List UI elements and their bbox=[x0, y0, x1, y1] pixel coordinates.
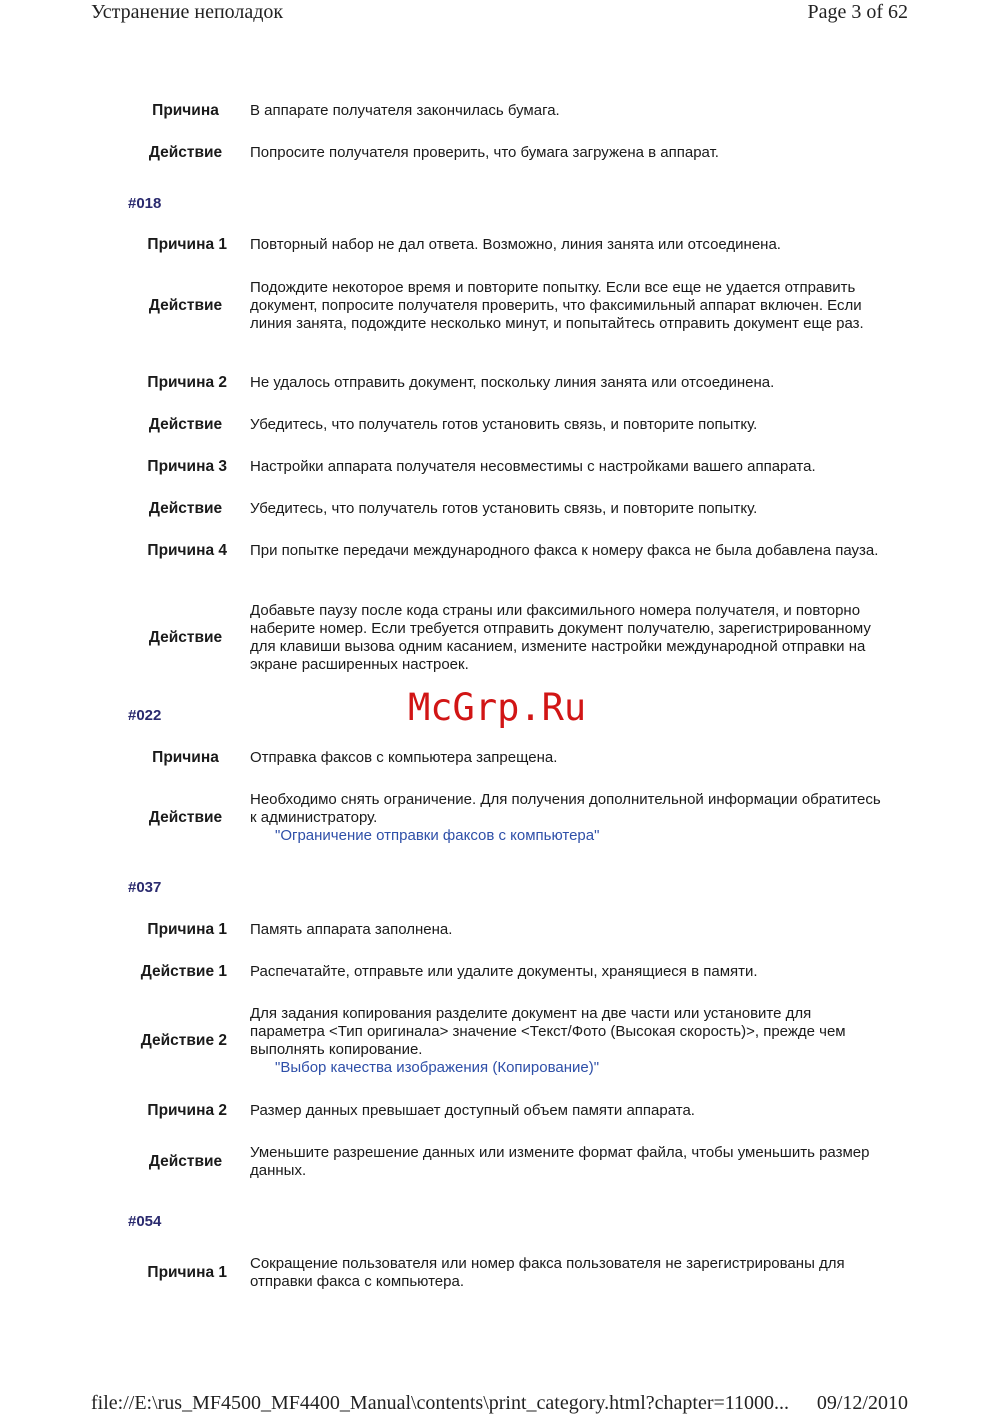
action-row bbox=[0, 500, 1000, 518]
cause-label: Причина 3 bbox=[147, 458, 227, 475]
action-row bbox=[0, 144, 1000, 162]
action-label: Действие bbox=[148, 809, 223, 826]
cause-row bbox=[0, 102, 1000, 120]
page-number: Page 3 of 62 bbox=[807, 1, 908, 23]
action-label: Действие bbox=[148, 144, 223, 161]
action-row bbox=[0, 416, 1000, 434]
error-code-022: #022 bbox=[128, 707, 162, 724]
cause-text: Память аппарата заполнена. bbox=[250, 921, 453, 938]
cause-text: Настройки аппарата получателя несовместимы с настройками вашего аппарата. bbox=[250, 458, 816, 475]
action-text: Убедитесь, что получатель готов установить связь, и повторите попытку. bbox=[250, 416, 758, 433]
cause-text: Повторный набор не дал ответа. Возможно, линия занята или отсоединена. bbox=[250, 236, 781, 253]
cause-label: Причина 1 bbox=[147, 236, 227, 253]
action-row bbox=[0, 963, 1000, 981]
error-code-054: #054 bbox=[128, 1213, 162, 1230]
cause-label: Причина 1 bbox=[147, 921, 227, 938]
file-path: file://E:\rus_MF4500_MF4400_Manual\contents\print_category.html?chapter=11000... bbox=[91, 1392, 790, 1414]
action-label: Действие bbox=[148, 297, 223, 314]
cause-text: В аппарате получателя закончилась бумага. bbox=[250, 102, 560, 119]
page-header bbox=[0, 1, 1000, 27]
cause-row bbox=[0, 1102, 1000, 1120]
header-title: Устранение неполадок bbox=[91, 1, 284, 23]
action-row bbox=[0, 1144, 1000, 1180]
action-row bbox=[0, 602, 1000, 674]
action-label: Действие 1 bbox=[140, 963, 227, 980]
action-text bbox=[250, 791, 890, 845]
cause-row bbox=[0, 236, 1000, 254]
action-label: Действие bbox=[148, 629, 223, 646]
error-code-018: #018 bbox=[128, 195, 162, 212]
cause-label: Причина 1 bbox=[147, 1264, 227, 1281]
action-text: Убедитесь, что получатель готов установить связь, и повторите попытку. bbox=[250, 500, 758, 517]
watermark-logo: McGrp.Ru bbox=[408, 686, 587, 729]
page-footer bbox=[0, 1392, 1000, 1418]
cause-text: Отправка факсов с компьютера запрещена. bbox=[250, 749, 558, 766]
action-description: Необходимо снять ограничение. Для получения дополнительной информации обратитесь к администратору. bbox=[250, 791, 881, 826]
action-description: Для задания копирования разделите документ на две части или установите для параметра <Тип оригинала> значение <Текст/Фото (Высокая скорость)>, прежде чем выполнять копирование. bbox=[250, 1005, 846, 1058]
restriction-link[interactable]: "Ограничение отправки факсов с компьютера" bbox=[275, 827, 600, 844]
cause-text: Сокращение пользователя или номер факса пользователя не зарегистрированы для отправки факса с компьютера. bbox=[250, 1255, 845, 1290]
cause-text: Размер данных превышает доступный объем памяти аппарата. bbox=[250, 1102, 695, 1119]
action-label: Действие bbox=[148, 1153, 223, 1170]
cause-row bbox=[0, 458, 1000, 476]
cause-label: Причина 2 bbox=[147, 1102, 227, 1119]
cause-row bbox=[0, 749, 1000, 767]
cause-text: Не удалось отправить документ, поскольку линия занята или отсоединена. bbox=[250, 374, 775, 391]
cause-row bbox=[0, 921, 1000, 939]
cause-text: При попытке передачи международного факса к номеру факса не была добавлена пауза. bbox=[250, 542, 879, 559]
action-text: Попросите получателя проверить, что бумага загружена в аппарат. bbox=[250, 144, 719, 161]
action-label: Действие bbox=[148, 500, 223, 517]
cause-label: Причина 2 bbox=[147, 374, 227, 391]
error-code-037: #037 bbox=[128, 879, 162, 896]
image-quality-link[interactable]: "Выбор качества изображения (Копирование)" bbox=[275, 1059, 600, 1076]
action-row bbox=[0, 791, 1000, 845]
action-label: Действие bbox=[148, 416, 223, 433]
cause-row bbox=[0, 1255, 1000, 1291]
cause-row bbox=[0, 374, 1000, 392]
print-date: 09/12/2010 bbox=[816, 1392, 908, 1414]
action-label: Действие 2 bbox=[140, 1032, 227, 1049]
cause-row bbox=[0, 542, 1000, 560]
action-text bbox=[250, 1005, 890, 1077]
action-row bbox=[0, 1005, 1000, 1077]
cause-label: Причина bbox=[152, 749, 219, 766]
action-text: Добавьте паузу после кода страны или факсимильного номера получателя, и повторно наберите номер. Если требуется отправить документ получателю, зарегистрированному для клавиши вызова одним касанием, измените настройки международной отправки на экране расширенных настроек. bbox=[250, 602, 871, 673]
action-row bbox=[0, 279, 1000, 333]
action-text: Уменьшите разрешение данных или измените формат файла, чтобы уменьшить размер данных. bbox=[250, 1144, 870, 1179]
cause-label: Причина bbox=[152, 102, 219, 119]
cause-label: Причина 4 bbox=[147, 542, 227, 559]
action-text: Подождите некоторое время и повторите попытку. Если все еще не удается отправить документ, попросите получателя проверить, что факсимильный аппарат включен. Если линия занята, подождите несколько минут, и попытайтесь отправить документ еще раз. bbox=[250, 279, 864, 332]
action-text: Распечатайте, отправьте или удалите документы, хранящиеся в памяти. bbox=[250, 963, 758, 980]
